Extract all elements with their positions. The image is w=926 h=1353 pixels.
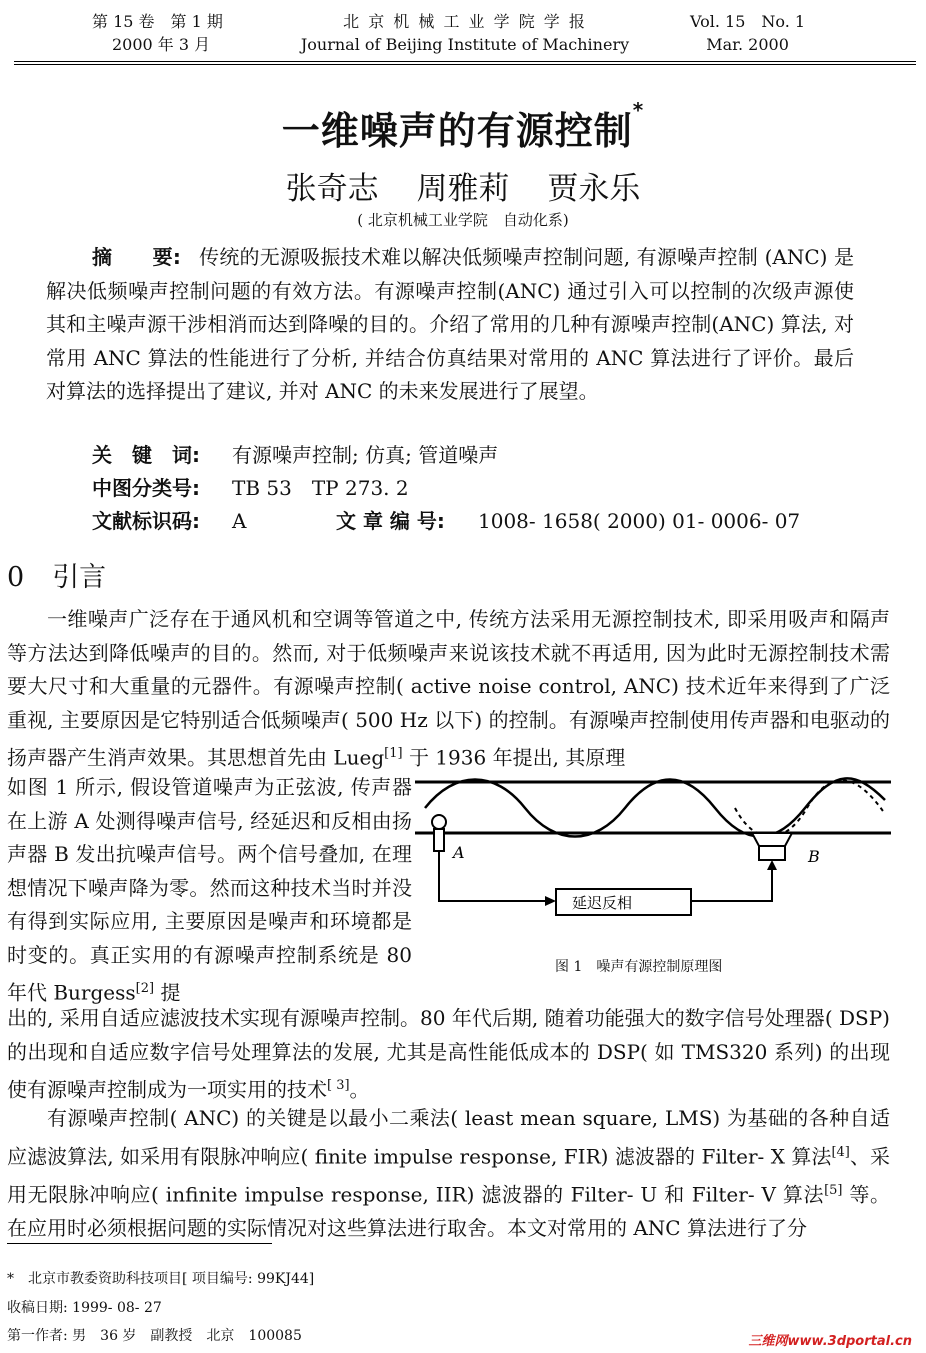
title-footnote-mark: * xyxy=(632,98,645,122)
noise-wave xyxy=(425,778,885,836)
p3-text-a: 有源噪声控制( ANC) 的关键是以最小二乘法( least mean square, LMS) 为基础的各种自适应滤波算法, 如采用有限脉冲响应( finite impulse response, FIR) 滤波器的 Filter- X 算法 xyxy=(7,1106,890,1169)
keywords-value: 有源噪声控制; 仿真; 管道噪声 xyxy=(232,443,499,467)
label-a: A xyxy=(453,843,465,862)
ref-1: [1] xyxy=(384,746,403,761)
section-title: 引言 xyxy=(52,562,107,593)
volume-issue-en: Vol. 15 No. 1 xyxy=(690,12,806,31)
intro-wrap-text xyxy=(7,771,412,1010)
p1-text: 一维噪声广泛存在于通风机和空调等管道之中, 传统方法采用无源控制技术, 即采用吸声和隔声等方法达到降低噪声的目的。然而, 对于低频噪声来说该技术就不再适用, 因为此时无源控制技术需要大尺寸和大重量的元器件。有源噪声控制( active noise control, ANC) 技术近年来得到了广泛重视, 主要原因是它特别适合低频噪声( 500 Hz 以下) 的控制。有源噪声控制使用传声器和电驱动的扬声器产生消声效果。其思想首先由 Lueg xyxy=(7,607,890,770)
keywords-row xyxy=(92,439,498,471)
clc-row xyxy=(92,472,409,504)
author-2: 周雅莉 xyxy=(416,171,510,207)
title-text: 一维噪声的有源控制 xyxy=(281,109,633,153)
wrap-text: 如图 1 所示, 假设管道噪声为正弦波, 传声器在上游 A 处测得噪声信号, 经延迟和反相由扬声器 B 发出抗噪声信号。两个信号叠加, 在理想情况下噪声降为零。然而这种技术当时并没有得到实际应用, 主要原因是噪声和环境都是时变的。真正实用的有源噪声控制系统是 80 年代 Burgess xyxy=(7,775,412,1005)
speaker-body xyxy=(759,846,785,860)
speaker-b xyxy=(752,833,792,846)
signal-arrow xyxy=(545,896,556,906)
ref-5: [5] xyxy=(824,1182,843,1198)
p2-text: 出的, 采用自适应滤波技术实现有源噪声控制。80 年代后期, 随着功能强大的数字信号处理器( DSP) 的出现和自适应数字信号处理算法的发展, 尤其是高性能低成本的 DSP( 如 TMS320 系列) 的出现使有源噪声控制成为一项实用的技术 xyxy=(7,1006,890,1102)
article-number-label: 文 章 编 号: xyxy=(336,509,445,533)
clc-value: TB 53 TP 273. 2 xyxy=(232,476,409,500)
doc-code-row xyxy=(92,505,800,537)
journal-name xyxy=(300,10,630,56)
p1-end: 于 1936 年提出, 其原理 xyxy=(402,745,626,770)
output-arrow xyxy=(767,860,777,870)
figure-1-caption: 图 1 噪声有源控制原理图 xyxy=(555,959,723,975)
intro-paragraph-2 xyxy=(7,1002,890,1107)
ref-4: [4] xyxy=(831,1144,850,1160)
journal-name-en: Journal of Beijing Institute of Machinery xyxy=(300,35,630,54)
author-list xyxy=(0,163,926,208)
clc-label: 中图分类号: xyxy=(92,476,200,500)
author-3: 贾永乐 xyxy=(547,171,641,207)
keywords-label: 关 键 词: xyxy=(92,443,200,467)
journal-volume-info xyxy=(92,10,223,56)
abstract-text: 传统的无源吸振技术难以解决低频噪声控制问题, 有源噪声控制 (ANC) 是解决低频噪声控制问题的有效方法。有源噪声控制(ANC) 通过引入可以控制的次级声源使其和主噪声源干涉相消而达到降噪的目的。介绍了常用的几种有源噪声控制(ANC) 算法, 对常用 ANC 算法的性能进行了分析, 并结合仿真结果对常用的 ANC 算法进行了评价。最后对算法的选择提出了建议, 并对 ANC 的未来发展进行了展望。 xyxy=(46,245,855,403)
doc-code-value: A xyxy=(232,509,247,533)
watermark: 三维网www.3dportal.cn xyxy=(748,1334,912,1349)
header-rule-2 xyxy=(14,64,916,65)
issue-date-en: Mar. 2000 xyxy=(706,35,789,54)
issue-date: 2000 年 3 月 xyxy=(112,35,211,54)
paper-title xyxy=(0,100,926,155)
figure-1-anc-diagram xyxy=(415,770,895,950)
anti-noise-wave xyxy=(735,780,885,836)
p2-end: 。 xyxy=(349,1077,370,1102)
abstract-label: 摘 要: xyxy=(92,245,181,269)
label-b: B xyxy=(808,847,820,866)
intro-paragraph-1 xyxy=(7,603,890,775)
microphone-a xyxy=(432,815,446,829)
wrap-end: 提 xyxy=(154,980,181,1005)
author-1: 张奇志 xyxy=(285,171,379,207)
section-heading xyxy=(7,555,106,594)
footnote-received: 收稿日期: 1999- 08- 27 xyxy=(7,1300,162,1316)
footnote-author: 第一作者: 男 36 岁 副教授 北京 100085 xyxy=(7,1328,302,1344)
p3-text-b: 、采用无限脉冲响应( infinite impulse response, IIR) 滤波器的 Filter- U 和 Filter- V 算法 xyxy=(7,1144,890,1207)
affiliation: ( 北京机械工业学院 自动化系) xyxy=(357,211,569,229)
ref-3: [ 3] xyxy=(327,1078,350,1093)
delay-invert-label: 延迟反相 xyxy=(572,894,633,912)
article-number-value: 1008- 1658( 2000) 01- 0006- 07 xyxy=(478,509,801,533)
header-rule xyxy=(14,61,916,62)
journal-volume-en xyxy=(690,10,805,56)
footnote-funding: * 北京市教委资助科技项目[ 项目编号: 99KJ44] xyxy=(7,1271,315,1287)
microphone-body xyxy=(434,829,444,851)
p3-text-c: 等。在应用时必须根据问题的实际情况对这些算法进行取舍。本文对常用的 ANC 算法进行了分 xyxy=(7,1182,891,1240)
footnote-rule xyxy=(7,1243,272,1244)
volume-issue: 第 15 卷 第 1 期 xyxy=(92,12,223,31)
doc-code-label: 文献标识码: xyxy=(92,509,200,533)
abstract xyxy=(46,241,854,409)
ref-2: [2] xyxy=(135,981,155,996)
output-line xyxy=(691,870,772,901)
intro-paragraph-3 xyxy=(7,1102,890,1245)
section-number: 0 xyxy=(7,562,25,593)
journal-name-cn: 北 京 机 械 工 业 学 院 学 报 xyxy=(343,12,587,31)
